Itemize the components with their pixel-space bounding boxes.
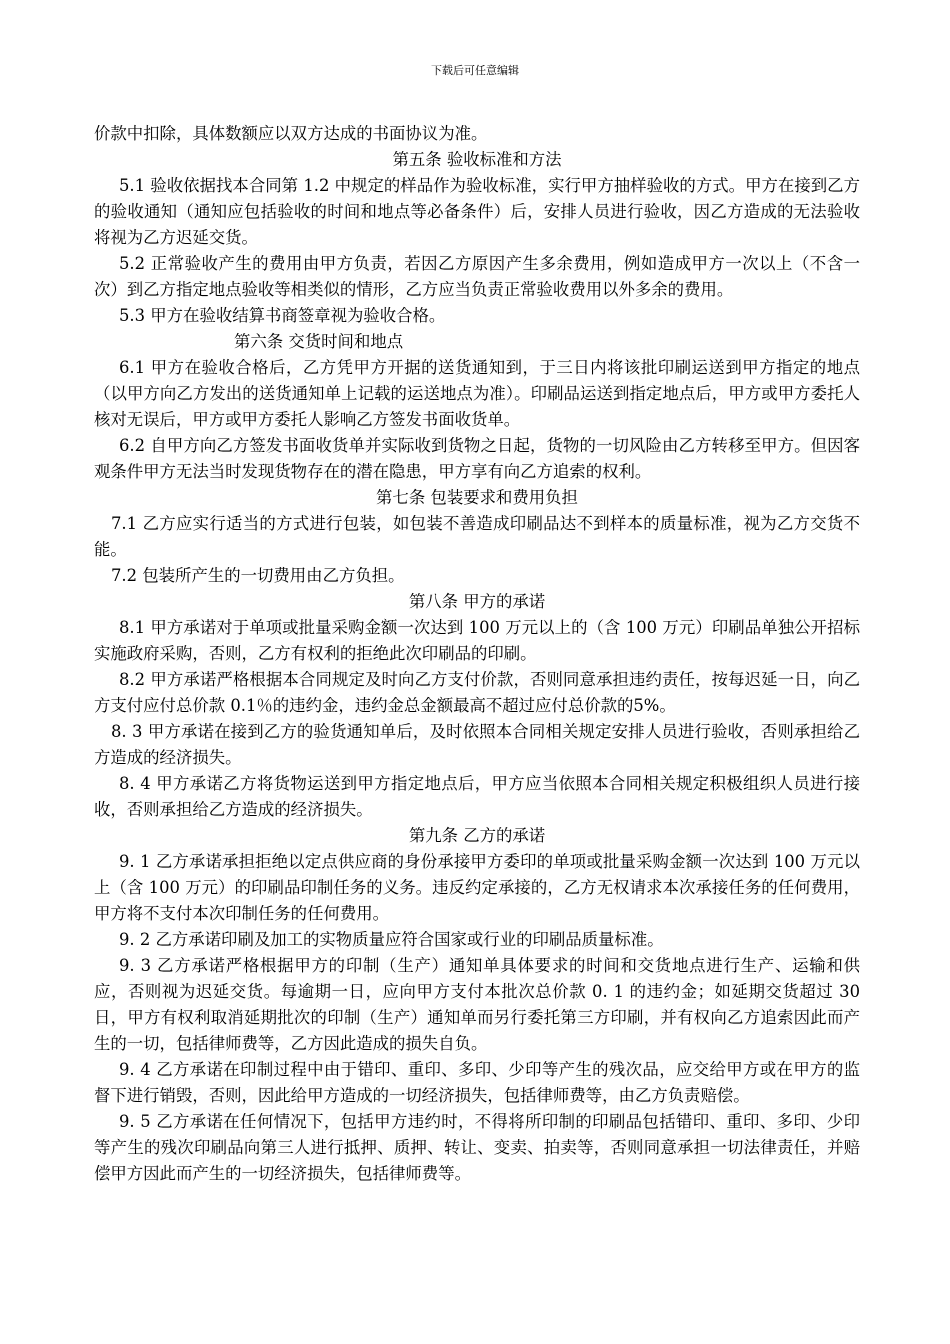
- article-5-1: 5.1 验收依据找本合同第 1.2 中规定的样品作为验收标准，实行甲方抽样验收的方式。甲方在接到乙方的验收通知（通知应包括验收的时间和地点等必备条件）后，安排人员进行验收，因乙方造成的无法验收将视为乙方迟延交货。: [94, 176, 860, 247]
- article-5-title: 第五条 验收标准和方法: [392, 150, 562, 169]
- article-6-2: 6.2 自甲方向乙方签发书面收货单并实际收到货物之日起，货物的一切风险由乙方转移至甲方。但因客观条件甲方无法当时发现货物存在的潜在隐患，甲方享有向乙方追索的权利。: [94, 436, 860, 481]
- article-5-2: 5.2 正常验收产生的费用由甲方负责，若因乙方原因产生多余费用，例如造成甲方一次以上（不含一次）到乙方指定地点验收等相类似的情形，乙方应当负责正常验收费用以外多余的费用。: [94, 254, 860, 299]
- article-5-3: 5.3 甲方在验收结算书商签章视为验收合格。: [119, 306, 446, 325]
- article-7-1: 7.1 乙方应实行适当的方式进行包装，如包装不善造成印刷品达不到样本的质量标准，视为乙方交货不能。: [94, 514, 860, 559]
- article-7-title: 第七条 包装要求和费用负担: [376, 488, 578, 507]
- article-9-1: 9. 1 乙方承诺承担拒绝以定点供应商的身份承接甲方委印的单项或批量采购金额一次达到 100 万元以上（含 100 万元）的印刷品印制任务的义务。违反约定承接的，乙方无权请求本次承接任务的任何费用，甲方将不支付本次印制任务的任何费用。: [94, 852, 860, 923]
- article-6-title: 第六条 交货时间和地点: [234, 332, 404, 351]
- article-9-title: 第九条 乙方的承诺: [408, 826, 546, 845]
- document-body: [94, 121, 860, 1187]
- article-9-2: 9. 2 乙方承诺印刷及加工的实物质量应符合国家或行业的印刷品质量标准。: [119, 930, 664, 949]
- article-7-2: 7.2 包装所产生的一切费用由乙方负担。: [111, 566, 405, 585]
- article-9-5: 9. 5 乙方承诺在任何情况下，包括甲方违约时，不得将所印制的印刷品包括错印、重印、多印、少印等产生的残次印刷品向第三人进行抵押、质押、转让、变卖、拍卖等，否则同意承担一切法律责任，并赔偿甲方因此而产生的一切经济损失，包括律师费等。: [94, 1112, 860, 1183]
- article-9-4: 9. 4 乙方承诺在印制过程中由于错印、重印、多印、少印等产生的残次品，应交给甲方或在甲方的监督下进行销毁，否则，因此给甲方造成的一切经济损失，包括律师费等，由乙方负责赔偿。: [94, 1060, 860, 1105]
- article-8-1: 8.1 甲方承诺对于单项或批量采购金额一次达到 100 万元以上的（含 100 万元）印刷品单独公开招标实施政府采购，否则，乙方有权利的拒绝此次印刷品的印刷。: [94, 618, 860, 663]
- article-8-4: 8. 4 甲方承诺乙方将货物运送到甲方指定地点后，甲方应当依照本合同相关规定积极组织人员进行接收，否则承担给乙方造成的经济损失。: [94, 774, 860, 819]
- article-8-2: 8.2 甲方承诺严格根据本合同规定及时向乙方支付价款，否则同意承担违约责任，按每迟延一日，向乙方支付应付总价款 0.1％的违约金，违约金总金额最高不超过应付总价款的5%。: [94, 670, 860, 715]
- intro-paragraph: 价款中扣除，具体数额应以双方达成的书面协议为准。: [94, 124, 488, 143]
- article-9-3: 9. 3 乙方承诺严格根据甲方的印制（生产）通知单具体要求的时间和交货地点进行生产、运输和供应，否则视为迟延交货。每逾期一日，应向甲方支付本批次总价款 0. 1 的违约金；如延期交货超过 30 日，甲方有权利取消延期批次的印制（生产）通知单而另行委托第三方印刷，并有权向乙方追索因此而产生的一切，包括律师费等，乙方因此造成的损失自负。: [94, 956, 860, 1053]
- page-header: 下载后可任意编辑: [431, 64, 519, 77]
- article-6-1: 6.1 甲方在验收合格后，乙方凭甲方开据的送货通知到，于三日内将该批印刷运送到甲方指定的地点（以甲方向乙方发出的送货通知单上记载的运送地点为准）。印刷品运送到指定地点后，甲方或甲方委托人核对无误后，甲方或甲方委托人影响乙方签发书面收货单。: [94, 358, 860, 429]
- article-8-title: 第八条 甲方的承诺: [408, 592, 546, 611]
- article-8-3: 8. 3 甲方承诺在接到乙方的验货通知单后，及时依照本合同相关规定安排人员进行验收，否则承担给乙方造成的经济损失。: [94, 722, 860, 767]
